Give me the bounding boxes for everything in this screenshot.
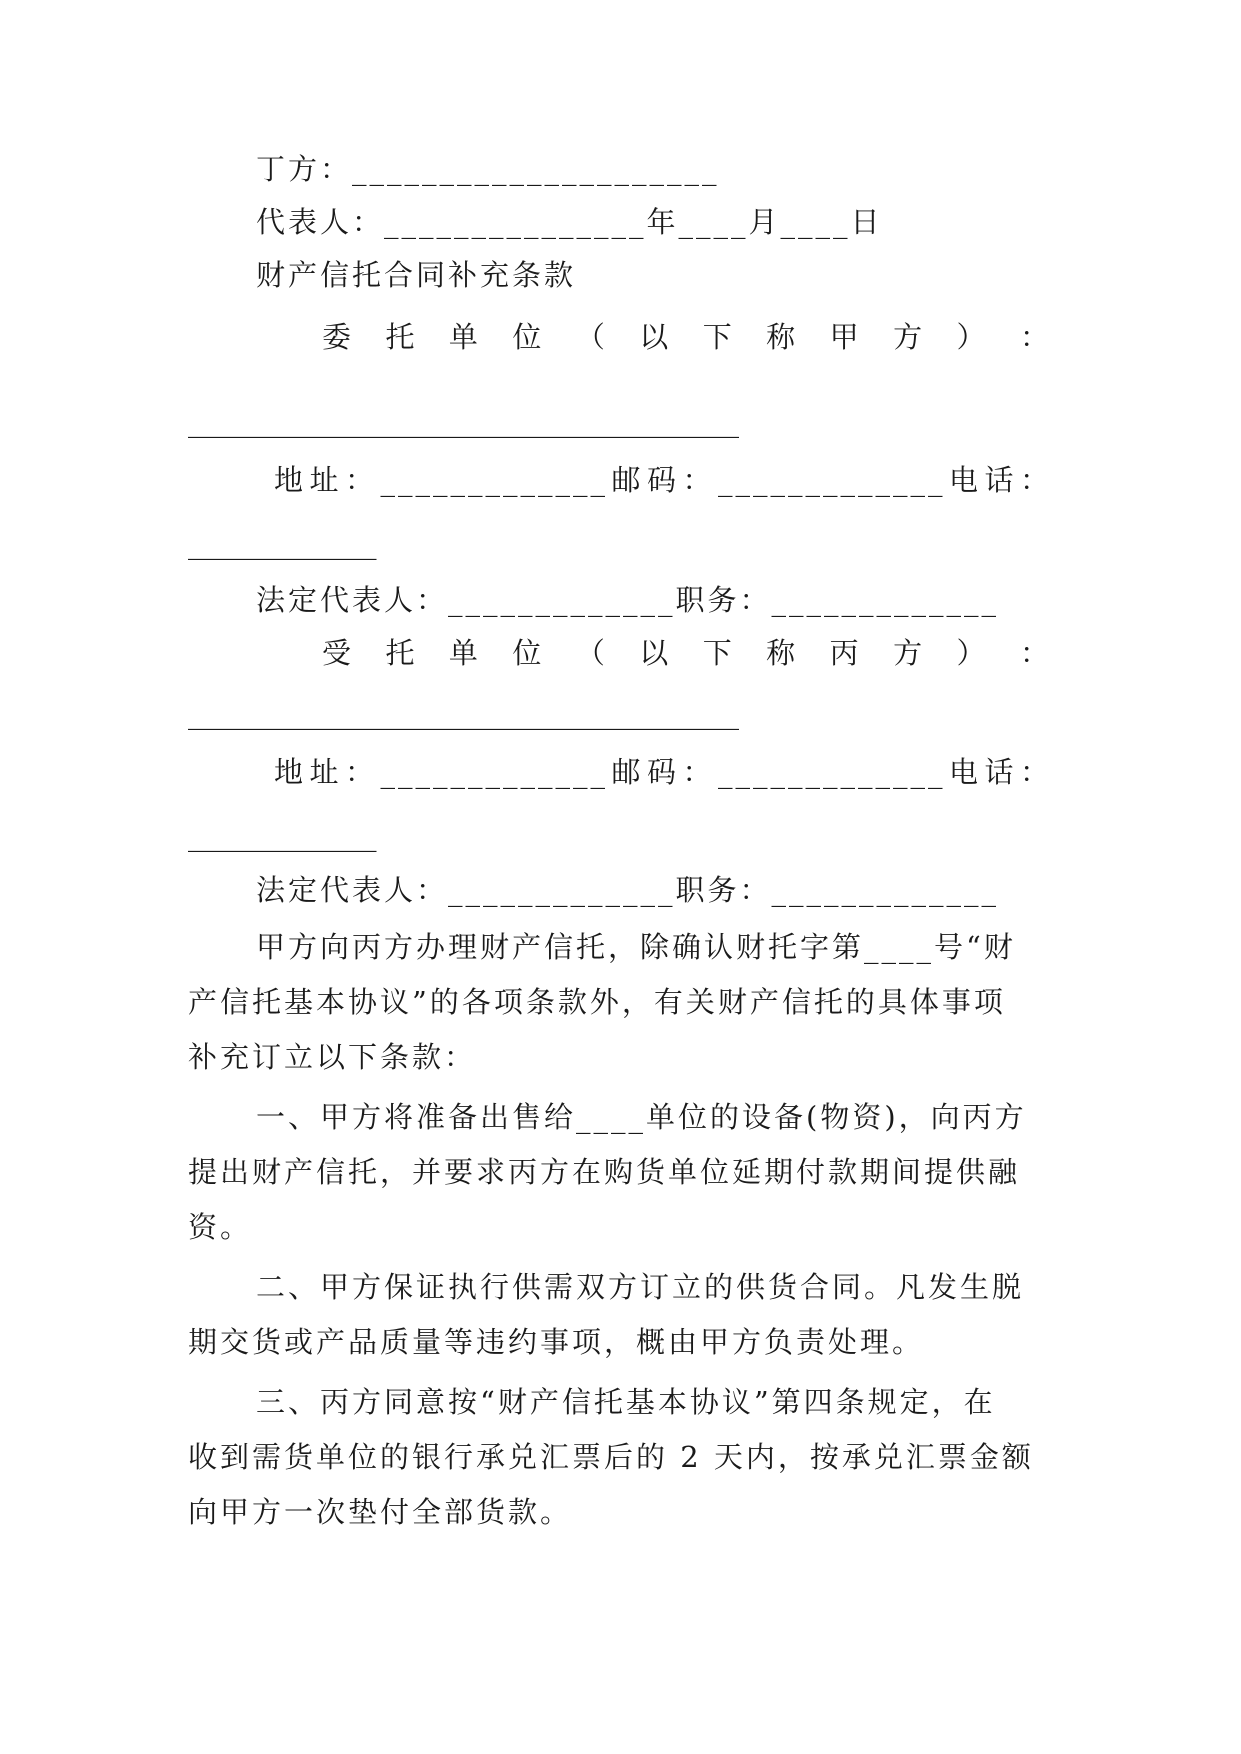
party-a-phone-blank: _____________ xyxy=(188,526,377,560)
clause-1-line-1: 一、甲方将准备出售给____单位的设备(物资)，向丙方 xyxy=(256,1100,1027,1134)
party-a-contact-line: 地 址 ： _____________ 邮 码 ： _____________ 电 话 ： xyxy=(274,463,1052,497)
intro-line-3: 补充订立以下条款： xyxy=(188,1040,477,1074)
party-c-name-blank: ______________________________________ xyxy=(188,696,739,730)
clause-3-line-2: 收到需货单位的银行承兑汇票后的 2 天内，按承兑汇票金额 xyxy=(188,1440,1034,1474)
clause-3-line-1: 三、丙方同意按“财产信托基本协议”第四条规定，在 xyxy=(256,1385,996,1419)
intro-line-2: 产信托基本协议”的各项条款外，有关财产信托的具体事项 xyxy=(188,985,1006,1019)
clause-1-line-3: 资。 xyxy=(188,1210,253,1244)
clause-2-line-1: 二、甲方保证执行供需双方订立的供货合同。凡发生脱 xyxy=(256,1270,1025,1304)
party-c-contact-line: 地 址 ： _____________ 邮 码 ： _____________ 电 话 ： xyxy=(274,755,1052,789)
intro-line-1: 甲方向丙方办理财产信托，除确认财托字第____号“财 xyxy=(256,930,1016,964)
party-c-phone-blank: _____________ xyxy=(188,818,377,852)
clause-3-line-3: 向甲方一次垫付全部货款。 xyxy=(188,1495,573,1529)
party-a-legal-line: 法定代表人：_____________职务：_____________ xyxy=(256,583,1000,617)
party-a-label-line: 委 托 单 位 （ 以 下 称 甲 方 ） ： xyxy=(322,320,1052,354)
document-title: 财产信托合同补充条款 xyxy=(256,258,577,292)
party-c-legal-line: 法定代表人：_____________职务：_____________ xyxy=(256,873,1000,907)
clause-2-line-2: 期交货或产品质量等违约事项，概由甲方负责处理。 xyxy=(188,1325,925,1359)
representative-date-line: 代表人：_______________年____月____日 xyxy=(256,205,883,239)
party-c-label-line: 受 托 单 位 （ 以 下 称 丙 方 ） ： xyxy=(322,636,1052,670)
ding-party-line: 丁方：_____________________ xyxy=(256,152,720,186)
clause-1-line-2: 提出财产信托，并要求丙方在购货单位延期付款期间提供融 xyxy=(188,1155,1021,1189)
party-a-name-blank: ______________________________________ xyxy=(188,404,739,438)
